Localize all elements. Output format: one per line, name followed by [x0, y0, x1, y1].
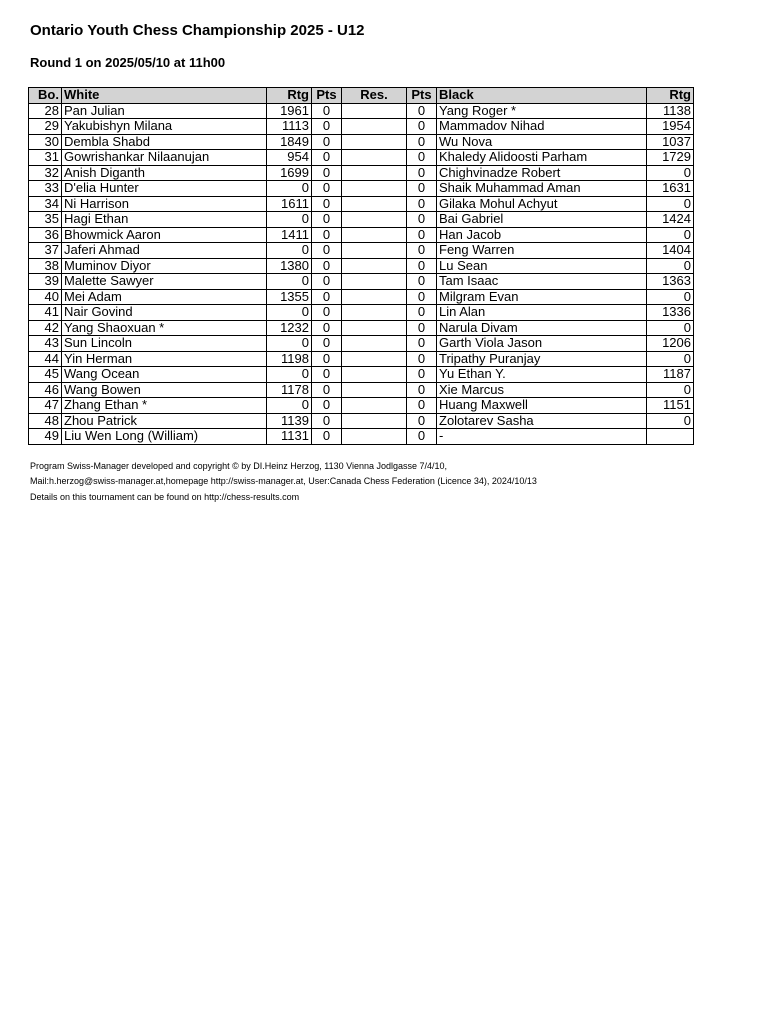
result-cell — [342, 165, 407, 181]
result-cell — [342, 243, 407, 259]
white-player-cell: Wang Bowen — [62, 382, 267, 398]
board-cell: 42 — [29, 320, 62, 336]
white-points-cell: 0 — [312, 119, 342, 135]
white-points-cell: 0 — [312, 274, 342, 290]
board-cell: 45 — [29, 367, 62, 383]
black-rating-cell: 1954 — [647, 119, 694, 135]
black-rating-cell: 1631 — [647, 181, 694, 197]
black-player-cell: Bai Gabriel — [437, 212, 647, 228]
white-rating-cell: 1139 — [267, 413, 312, 429]
table-row — [29, 320, 694, 336]
black-player-cell: Garth Viola Jason — [437, 336, 647, 352]
black-points-cell: 0 — [407, 320, 437, 336]
white-player-cell: Zhou Patrick — [62, 413, 267, 429]
black-rating-cell: 1037 — [647, 134, 694, 150]
black-points-cell: 0 — [407, 258, 437, 274]
board-cell: 46 — [29, 382, 62, 398]
footer-contact: Mail:h.herzog@swiss-manager.at,homepage http://swiss-manager.at, User:Canada Chess Federation (Licence 34), 2024/10/13 — [30, 476, 537, 486]
result-cell — [342, 274, 407, 290]
header-result: Res. — [342, 88, 407, 104]
table-row — [29, 258, 694, 274]
black-points-cell: 0 — [407, 212, 437, 228]
header-black-rating: Rtg — [647, 88, 694, 104]
black-rating-cell: 0 — [647, 258, 694, 274]
black-rating-cell: 1206 — [647, 336, 694, 352]
black-player-cell: Gilaka Mohul Achyut — [437, 196, 647, 212]
black-player-cell: Yang Roger * — [437, 103, 647, 119]
result-cell — [342, 382, 407, 398]
black-points-cell: 0 — [407, 289, 437, 305]
black-player-cell: Feng Warren — [437, 243, 647, 259]
white-points-cell: 0 — [312, 212, 342, 228]
black-rating-cell: 0 — [647, 196, 694, 212]
black-points-cell: 0 — [407, 134, 437, 150]
white-rating-cell: 1355 — [267, 289, 312, 305]
black-rating-cell: 0 — [647, 351, 694, 367]
white-rating-cell: 1232 — [267, 320, 312, 336]
result-cell — [342, 305, 407, 321]
table-row — [29, 103, 694, 119]
board-cell: 37 — [29, 243, 62, 259]
black-points-cell: 0 — [407, 382, 437, 398]
black-points-cell: 0 — [407, 413, 437, 429]
table-row — [29, 289, 694, 305]
white-player-cell: Zhang Ethan * — [62, 398, 267, 414]
white-rating-cell: 1198 — [267, 351, 312, 367]
black-player-cell: Wu Nova — [437, 134, 647, 150]
black-points-cell: 0 — [407, 274, 437, 290]
white-player-cell: D'elia Hunter — [62, 181, 267, 197]
white-player-cell: Bhowmick Aaron — [62, 227, 267, 243]
white-player-cell: Yang Shaoxuan * — [62, 320, 267, 336]
white-rating-cell: 0 — [267, 274, 312, 290]
white-player-cell: Yin Herman — [62, 351, 267, 367]
black-points-cell: 0 — [407, 181, 437, 197]
black-player-cell: Tripathy Puranjay — [437, 351, 647, 367]
white-points-cell: 0 — [312, 367, 342, 383]
header-white-rating: Rtg — [267, 88, 312, 104]
black-rating-cell: 0 — [647, 382, 694, 398]
white-rating-cell: 0 — [267, 305, 312, 321]
table-row — [29, 382, 694, 398]
white-points-cell: 0 — [312, 351, 342, 367]
black-player-cell: Xie Marcus — [437, 382, 647, 398]
board-cell: 38 — [29, 258, 62, 274]
black-player-cell: Narula Divam — [437, 320, 647, 336]
table-row — [29, 150, 694, 166]
white-rating-cell: 1849 — [267, 134, 312, 150]
black-rating-cell: 1151 — [647, 398, 694, 414]
white-points-cell: 0 — [312, 243, 342, 259]
white-points-cell: 0 — [312, 289, 342, 305]
table-header-row — [29, 88, 694, 104]
table-row — [29, 243, 694, 259]
table-row — [29, 134, 694, 150]
board-cell: 34 — [29, 196, 62, 212]
header-board: Bo. — [29, 88, 62, 104]
black-player-cell: Yu Ethan Y. — [437, 367, 647, 383]
white-points-cell: 0 — [312, 150, 342, 166]
black-rating-cell: 1404 — [647, 243, 694, 259]
white-player-cell: Pan Julian — [62, 103, 267, 119]
white-player-cell: Wang Ocean — [62, 367, 267, 383]
white-rating-cell: 1380 — [267, 258, 312, 274]
footer-details: Details on this tournament can be found on http://chess-results.com — [30, 492, 300, 502]
black-points-cell: 0 — [407, 351, 437, 367]
black-points-cell: 0 — [407, 367, 437, 383]
black-points-cell: 0 — [407, 305, 437, 321]
table-row — [29, 367, 694, 383]
black-rating-cell: 0 — [647, 413, 694, 429]
white-player-cell: Muminov Diyor — [62, 258, 267, 274]
black-player-cell: Lu Sean — [437, 258, 647, 274]
header-white-points: Pts — [312, 88, 342, 104]
black-rating-cell — [647, 429, 694, 445]
black-player-cell: Zolotarev Sasha — [437, 413, 647, 429]
white-player-cell: Nair Govind — [62, 305, 267, 321]
white-player-cell: Ni Harrison — [62, 196, 267, 212]
result-cell — [342, 429, 407, 445]
header-black-points: Pts — [407, 88, 437, 104]
board-cell: 48 — [29, 413, 62, 429]
white-player-cell: Anish Diganth — [62, 165, 267, 181]
table-row — [29, 227, 694, 243]
white-player-cell: Mei Adam — [62, 289, 267, 305]
board-cell: 35 — [29, 212, 62, 228]
footer-copyright: Program Swiss-Manager developed and copyright © by DI.Heinz Herzog, 1130 Vienna Jodlgasse 7/4/10, — [30, 461, 448, 471]
board-cell: 36 — [29, 227, 62, 243]
result-cell — [342, 227, 407, 243]
black-points-cell: 0 — [407, 165, 437, 181]
black-points-cell: 0 — [407, 243, 437, 259]
white-rating-cell: 0 — [267, 243, 312, 259]
white-points-cell: 0 — [312, 103, 342, 119]
black-player-cell: Huang Maxwell — [437, 398, 647, 414]
black-player-cell: Khaledy Alidoosti Parham — [437, 150, 647, 166]
result-cell — [342, 196, 407, 212]
white-player-cell: Liu Wen Long (William) — [62, 429, 267, 445]
result-cell — [342, 150, 407, 166]
result-cell — [342, 134, 407, 150]
white-points-cell: 0 — [312, 429, 342, 445]
black-rating-cell: 0 — [647, 227, 694, 243]
black-rating-cell: 0 — [647, 165, 694, 181]
white-rating-cell: 0 — [267, 367, 312, 383]
black-player-cell: Milgram Evan — [437, 289, 647, 305]
black-rating-cell: 1363 — [647, 274, 694, 290]
black-points-cell: 0 — [407, 398, 437, 414]
table-row — [29, 413, 694, 429]
result-cell — [342, 398, 407, 414]
white-rating-cell: 0 — [267, 336, 312, 352]
result-cell — [342, 367, 407, 383]
white-player-cell: Gowrishankar Nilaanujan — [62, 150, 267, 166]
black-points-cell: 0 — [407, 119, 437, 135]
white-rating-cell: 0 — [267, 181, 312, 197]
white-points-cell: 0 — [312, 305, 342, 321]
black-rating-cell: 1336 — [647, 305, 694, 321]
table-row — [29, 119, 694, 135]
board-cell: 33 — [29, 181, 62, 197]
white-rating-cell: 1961 — [267, 103, 312, 119]
black-points-cell: 0 — [407, 103, 437, 119]
white-points-cell: 0 — [312, 134, 342, 150]
white-points-cell: 0 — [312, 320, 342, 336]
black-points-cell: 0 — [407, 150, 437, 166]
board-cell: 43 — [29, 336, 62, 352]
pairings-table — [28, 87, 694, 445]
white-player-cell: Dembla Shabd — [62, 134, 267, 150]
white-rating-cell: 1178 — [267, 382, 312, 398]
black-rating-cell: 0 — [647, 289, 694, 305]
table-row — [29, 181, 694, 197]
white-rating-cell: 1611 — [267, 196, 312, 212]
white-points-cell: 0 — [312, 398, 342, 414]
black-rating-cell: 1187 — [647, 367, 694, 383]
board-cell: 29 — [29, 119, 62, 135]
black-player-cell: Shaik Muhammad Aman — [437, 181, 647, 197]
result-cell — [342, 181, 407, 197]
black-rating-cell: 1729 — [647, 150, 694, 166]
white-points-cell: 0 — [312, 181, 342, 197]
black-player-cell: Lin Alan — [437, 305, 647, 321]
table-row — [29, 429, 694, 445]
black-player-cell: Mammadov Nihad — [437, 119, 647, 135]
result-cell — [342, 103, 407, 119]
board-cell: 44 — [29, 351, 62, 367]
board-cell: 41 — [29, 305, 62, 321]
result-cell — [342, 351, 407, 367]
white-rating-cell: 0 — [267, 212, 312, 228]
header-black: Black — [437, 88, 647, 104]
black-player-cell: - — [437, 429, 647, 445]
result-cell — [342, 336, 407, 352]
white-points-cell: 0 — [312, 196, 342, 212]
black-rating-cell: 1138 — [647, 103, 694, 119]
table-row — [29, 196, 694, 212]
black-points-cell: 0 — [407, 336, 437, 352]
table-row — [29, 212, 694, 228]
black-player-cell: Han Jacob — [437, 227, 647, 243]
white-player-cell: Malette Sawyer — [62, 274, 267, 290]
white-points-cell: 0 — [312, 165, 342, 181]
board-cell: 39 — [29, 274, 62, 290]
white-player-cell: Jaferi Ahmad — [62, 243, 267, 259]
board-cell: 30 — [29, 134, 62, 150]
board-cell: 49 — [29, 429, 62, 445]
table-row — [29, 165, 694, 181]
black-rating-cell: 0 — [647, 320, 694, 336]
white-player-cell: Sun Lincoln — [62, 336, 267, 352]
black-points-cell: 0 — [407, 429, 437, 445]
white-rating-cell: 954 — [267, 150, 312, 166]
result-cell — [342, 289, 407, 305]
white-rating-cell: 0 — [267, 398, 312, 414]
black-rating-cell: 1424 — [647, 212, 694, 228]
table-row — [29, 274, 694, 290]
black-points-cell: 0 — [407, 196, 437, 212]
table-row — [29, 305, 694, 321]
board-cell: 31 — [29, 150, 62, 166]
board-cell: 32 — [29, 165, 62, 181]
white-points-cell: 0 — [312, 258, 342, 274]
white-rating-cell: 1699 — [267, 165, 312, 181]
result-cell — [342, 119, 407, 135]
table-row — [29, 351, 694, 367]
white-points-cell: 0 — [312, 413, 342, 429]
white-points-cell: 0 — [312, 382, 342, 398]
white-player-cell: Yakubishyn Milana — [62, 119, 267, 135]
white-rating-cell: 1131 — [267, 429, 312, 445]
table-body — [29, 103, 694, 444]
page-title: Ontario Youth Chess Championship 2025 - U12 — [30, 22, 365, 39]
result-cell — [342, 320, 407, 336]
result-cell — [342, 258, 407, 274]
white-rating-cell: 1113 — [267, 119, 312, 135]
black-player-cell: Chighvinadze Robert — [437, 165, 647, 181]
black-points-cell: 0 — [407, 227, 437, 243]
black-player-cell: Tam Isaac — [437, 274, 647, 290]
table-row — [29, 336, 694, 352]
white-points-cell: 0 — [312, 336, 342, 352]
white-points-cell: 0 — [312, 227, 342, 243]
table-row — [29, 398, 694, 414]
board-cell: 28 — [29, 103, 62, 119]
board-cell: 47 — [29, 398, 62, 414]
white-player-cell: Hagi Ethan — [62, 212, 267, 228]
header-white: White — [62, 88, 267, 104]
round-subtitle: Round 1 on 2025/05/10 at 11h00 — [30, 55, 226, 70]
result-cell — [342, 212, 407, 228]
white-rating-cell: 1411 — [267, 227, 312, 243]
result-cell — [342, 413, 407, 429]
board-cell: 40 — [29, 289, 62, 305]
